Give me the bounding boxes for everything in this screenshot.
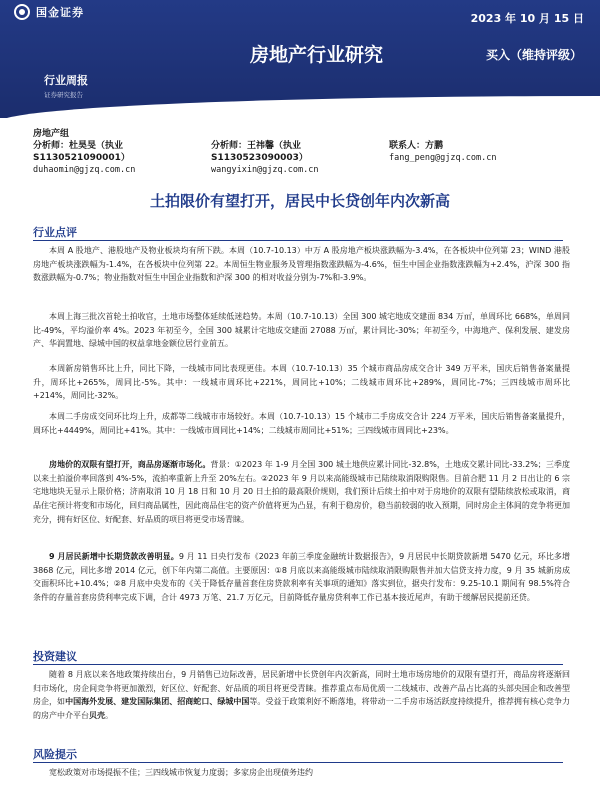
analyst-1 [33, 140, 135, 176]
report-date: 2023 年 10 月 15 日 [470, 12, 584, 25]
review-paragraph-4: 本周二手房成交同环比均上升，成都等二线城市市场较好。本周（10.7-10.13）15 个城市二手房成交合计 224 万平米，国庆后销售备案量提升，周环比+4449%，周同比+41%。其中：一线城市周同比+14%；二线城市周同比+51%；三四线城市周同比+23%。 [33, 412, 570, 435]
section-title-risk: 风险提示 [33, 748, 77, 761]
paragraph-body: 随着 8 月底以来各地政策持续出台，9 月销售已边际改善，居民新增中长贷创年内次新高，同时土地市场房地价的双限有望打开，商品房将逐渐回归市场化，房企间竞争将更加激烈，好区位、好配套、好品质的项目将更受青睐。推荐重点布局优质一二线城市、改善产品占比高的头部央国企和改善型房企，如 [33, 670, 570, 707]
contact-email[interactable]: fang_peng@gjzq.com.cn [389, 153, 497, 163]
review-paragraph-2: 本周上海三批次首轮土拍收官，土地市场整体延续低迷趋势。本周（10.7-10.13）全国 300 城宅地成交建面 834 万㎡，单周环比 668%，单周同比-49%，平均溢价率 4%。2023 年初至今，全国 300 城累计宅地成交建面 27088 万㎡，累计同比-30%；年初至今，中海地产、保利发展、建发房产、华润置地、绿城中国的权益拿地金额位居行业前五。 [33, 312, 570, 349]
banner-curve [0, 96, 600, 122]
analyst-id: S1130521090001） [33, 153, 130, 163]
analyst-id: S1130523090003） [211, 153, 308, 163]
paragraph-lead: 9 月居民新增中长期贷款改善明显。 [49, 552, 179, 561]
header-banner [0, 0, 600, 118]
recommended-companies: 中国海外发展、建发国际集团、招商蛇口、绿城中国 [65, 697, 250, 707]
analyst-email[interactable]: duhaomin@gjzq.com.cn [33, 165, 136, 175]
section-divider [33, 240, 563, 241]
company-logo [14, 4, 84, 20]
review-paragraph-3: 本周新房销售环比上升，同比下降，一线城市同比表现更佳。本周（10.7-10.13）35 个城市商品房成交合计 349 万平米，国庆后销售备案量提升，周环比+265%，周同比-5%。其中：一线城市周环比+221%，周同比+10%；二线城市周环比+289%，周同比-7%；三四线城市周环比+214%，周同比-32%。 [33, 364, 570, 401]
logo-icon [14, 4, 30, 20]
section-title-invest: 投资建议 [33, 650, 77, 663]
recommended-company: 贝壳 [89, 711, 105, 721]
rating-label: 买入（维持评级） [485, 48, 582, 62]
analyst-group: 房地产组 [33, 129, 70, 139]
analyst-email[interactable]: wangyixin@gjzq.com.cn [211, 165, 319, 175]
report-headline: 土拍限价有望打开，居民中长贷创年内次新高 [149, 192, 450, 210]
section-divider [33, 664, 563, 665]
paragraph-lead: 房地价的双限有望打开，商品房逐渐市场化。 [49, 460, 211, 469]
logo-text: 国金证券 [36, 6, 84, 19]
analyst-block [33, 128, 573, 175]
section-divider [33, 762, 563, 763]
section-title-review: 行业点评 [33, 226, 77, 239]
analyst-name: 分析师：杜昊旻（执业 [33, 141, 124, 151]
report-type: 行业周报 [44, 74, 88, 87]
review-paragraph-1: 本周 A 股地产、港股地产及物业板块均有所下跌。本周（10.7-10.13）中万 A 股房地产板块涨跌幅为-3.4%，在各板块中位列第 23；WIND 港股房地产板块涨跌幅为-1.4%，在各板块中位列第 22。本周恒生物业服务及管理指数涨跌幅为-4.6%，恒生中国企业指数涨跌幅为+2.4%，沪深 300 指数涨跌幅为-0.7%；物业指数对恒生中国企业指数和沪深 300 的相对收益分别为-7%和-3.9%。 [33, 246, 570, 283]
paragraph-body: 背景：①2023 年 1-9 月全国 300 城土地供应累计同比-32.8%，土地成交累计同比-33.2%；三季度以来土拍溢价率回落到 4%-5%，流拍率重新上升至 20%左右。②2023 年 9 月以来高能级城市已陆续取消限购限售。目前合肥 11 月 2 日出让的 6 宗宅地地块无显示上限价格；济南取消 10 月 18 日和 10 月 20 日土拍的最高限价规则，我们预计后续土拍中对于房地价的双限有望陆续放松或取消，商品住宅预计将变和市场化，回归商品属性，因此商品住宅的资产价值将更为凸显，有利于稳房价，稳当前较弱的收入预期，同时房企主体间的竞争将更加充分，拥有好区位、好配套、好品质的项目将更受市场青睐。 [33, 460, 570, 524]
paragraph-body: 9 月 11 日央行发布《2023 年前三季度金融统计数据报告》，9 月居民中长期贷款新增 5470 亿元，环比多增 3868 亿元，同比多增 2014 亿元，创下年内第二高值。主要原因：①8 月底以来高能级城市陆续取消限购限售并加大信贷支持力度，9 月 35 城新房成交面积环比+10.4%；②8 月底中央发布的《关于降低存量首套住房贷款利率有关事项的通知》落实到位，据央行发布：9.25-10.1 期间有 98.5%符合条件的存量首套房贷利率完成下调，合计 4973 万笔、21.7 万亿元，目前降低存量房贷利率工作已基本接近尾声，有助于缓解居民提前还贷。 [33, 552, 571, 603]
review-paragraph-5 [33, 458, 570, 527]
invest-paragraph [33, 668, 570, 723]
paragraph-body: 等。受益于政策利好不断落地，将带动一二手房市场活跃度持续提升，推荐拥有核心竞争力的房产中介平台 [33, 697, 571, 721]
paragraph-end: 。 [105, 711, 113, 721]
analyst-name: 分析师：王祎馨（执业 [211, 141, 302, 151]
report-subtype: 证券研究报告 [44, 91, 83, 99]
contact-1 [389, 140, 496, 164]
review-paragraph-6 [33, 550, 570, 605]
risk-paragraph: 宽松政策对市场提振不佳；三四线城市恢复力度弱；多家房企出现债务违约 [49, 768, 313, 777]
report-title: 房地产行业研究 [250, 44, 384, 66]
analyst-2 [211, 140, 318, 176]
contact-name: 联系人：方鹏 [389, 141, 444, 151]
